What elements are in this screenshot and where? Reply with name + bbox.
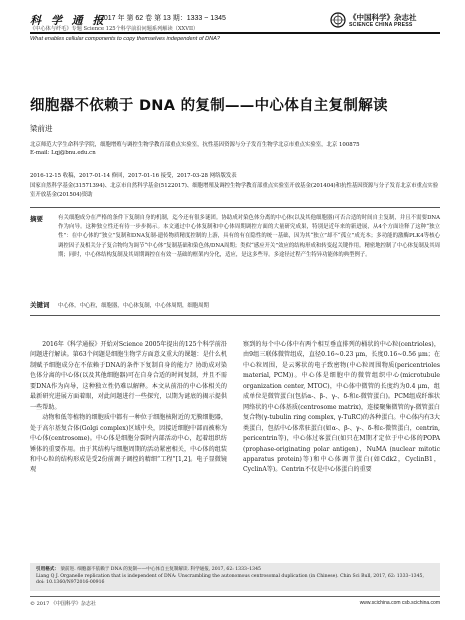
affiliation-block (30, 141, 435, 158)
body-paragraph: 动物和低等植物的细胞质中都有一种位于细胞核附近的无膜细胞器，处于高尔基复合体(Golgi complex)区域中央，因接近细胞中部而被称为中心体(centrosome)。中心体是细胞分裂时内部活动中心，起着组织纺锤体的重要作用。由于其结构与细胞周期的活动紧密相关，中心体的组装和中心粒的结构形成是受2份前调子调控的精细“工程”[1,2]。电子显微镜观 (30, 414, 227, 474)
abstract-section (30, 207, 440, 317)
citation-box (30, 563, 440, 591)
series-question: What enables cellular components to copy themselves independent of DNA? (30, 36, 220, 42)
keywords-label: 关键词 (30, 301, 50, 309)
paper-title: 细胞器不依赖于 DNA 的复制——中心体自主复制解读 (30, 98, 388, 114)
citation-cn: 梁前进. 细胞器不依赖于 DNA 的复制——中心体自主复制解读. 科学通报, 2017, 62: 1333–1345 (60, 567, 261, 572)
publisher-logo (330, 10, 440, 32)
series-line: 《中心体与纤毛》专题 Science 125个科学前沿问题系列解读（XXVII） (30, 26, 199, 32)
body-paragraph: 2016年《科学通报》开始对Science 2005年提出的125个科学前沿问题进行解读。第63个问题是细胞生物学方面意义重大的课题：是什么机制赋予细胞成分在不依赖于DNA的条件下复制自身的能力？协助成对染色体分离的中心体(以及其他细胞器)可在自身合适的时间复制，并且不需要DNA作为向导，这种独立性仍难以解释。本文从前沿的中心体相关的最新研究进展方面着眼，对此问题进行一些探究，以期为谜底的揭示提供一些帮助。 (30, 341, 227, 411)
citation-en: Liang Q J. Organelle replication that is independent of DNA: Unscrambling the autonomous centrosomal duplication (in Chinese). Chin Sci Bull, 2017, 62: 1333–1345, doi: 10.1360/N972016-00916 (36, 573, 424, 586)
publisher-en: SCIENCE CHINA PRESS (349, 22, 413, 28)
body-column-left (30, 340, 227, 476)
email: E-mail: Lqj@bnu.edu.cn (30, 150, 96, 157)
body-column-right (243, 340, 440, 476)
abstract-label: 摘要 (30, 215, 43, 223)
keywords-text: 中心体，中心粒，细胞器，中心体复制，中心体周期，细胞周期 (58, 303, 209, 309)
citation-label: 引用格式： (36, 567, 59, 572)
header-rule (30, 32, 440, 34)
citation-text (36, 567, 434, 587)
footer-urls: www.scichina.com csb.scichina.com (359, 600, 440, 606)
footer-rule (30, 596, 440, 597)
body-paragraph: 察到的每个中心体中有两个相互垂直排列的桶状的中心粒(centrioles)，由9组三联体微管组成，直径0.16~0.23 μm，长度0.16~0.56 μm；在中心粒周围，是云雾状的电子致密物(中心粒周围物质(pericentrioles material, PCM))。中心体是细胞中的微管组织中心(microtubule organization center, MTOC)，中心体中微管的长度约为0.4 μm，组成单位是微管蛋白(包括α-、β-、γ-、δ-和ε-微管蛋白)。PCM组成纤维状网络状的中心体基质(centrosome matrix)，连接聚集微管的γ-微管蛋白复合物(γ-tubulin ring complex, γ-TuRC)的各种蛋白。中心体内有3大类蛋白，包括中心体常驻蛋白(如α-、β-、γ-、δ-和ε-微管蛋白，centrin, pericentrin等)，中心体过客蛋白(如只在M期才定位于中心体的POPA (prophase-originating polar antigen)，NuMA (nuclear mitotic apparatus protein)等)和中心体调节蛋白(如Cdk2，CyclinB1，CyclinA等)。Centrin不仅是中心体蛋白的重要 (243, 341, 440, 474)
publisher-cn: 《中国科学》杂志社 (349, 13, 417, 22)
journal-name: 科 学 通 报 (30, 14, 107, 27)
issue-info: 2017 年 第 62 卷 第 13 期：1333 ~ 1345 (100, 15, 226, 22)
abstract-text: 有关细胞成分在严格的条件下复制自身的机制，迄今还有很多谜团。协助成对染色体分离的中心体(以及其他细胞器)可否合适的时间自主复制，并且不需要DNA作为向导。这种独立性还有待一步步揭示。本文通过中心体复制和中心体周期调控方面的大量研究成果，特别是近年来的新进展，从4个方面诠释了这种“独立性”：在中心体的“独立”复制和DNA复制-遗传物质精度控制的上游，具有的有在隐性的统一基础，因为其“独立”却不“孤立”成光本；多功能的激酶PLK4等核心调控因子及相关分子复合物均为调节“中心体”复制基础和染色体/DNA周期；类似“感应开关”效应的结构形成和转变起关键作用。精密地控制了中心体复制及其周期；同时，中心体结构复制及其周期调控在有效一基础的框架内分化，适应，是这多些导。多途径过程产生特异功能体的典型例子。 (58, 215, 440, 258)
abstract-bottom-rule (30, 315, 440, 316)
abstract-top-rule (30, 207, 440, 208)
footer-copyright: © 2017 《中国科学》杂志社 (30, 601, 96, 607)
journal-header (30, 10, 440, 56)
publisher-emblem-icon (330, 12, 346, 28)
dates: 2016-12-15 收稿，2017-01-14 修回，2017-01-16 接受，2017-03-28 网络版发表 (30, 173, 237, 179)
affiliation: 北京师范大学生命科学学院，细胞增殖与调控生物学教育部重点实验室，抗性基因资源与分子发育生物学北京市重点实验室，北京 100875 (30, 142, 360, 148)
dates-funding (30, 172, 440, 201)
funding: 国家自然科学基金(31571394)、北京市自然科学基金(5122017)、细胞增殖及调控生物学教育部重点实验室开放基金(201404)和抗性基因资源与分子发育北京市重点实验室开放基金(201504)资助 (30, 182, 439, 198)
author: 梁前进 (30, 124, 53, 133)
